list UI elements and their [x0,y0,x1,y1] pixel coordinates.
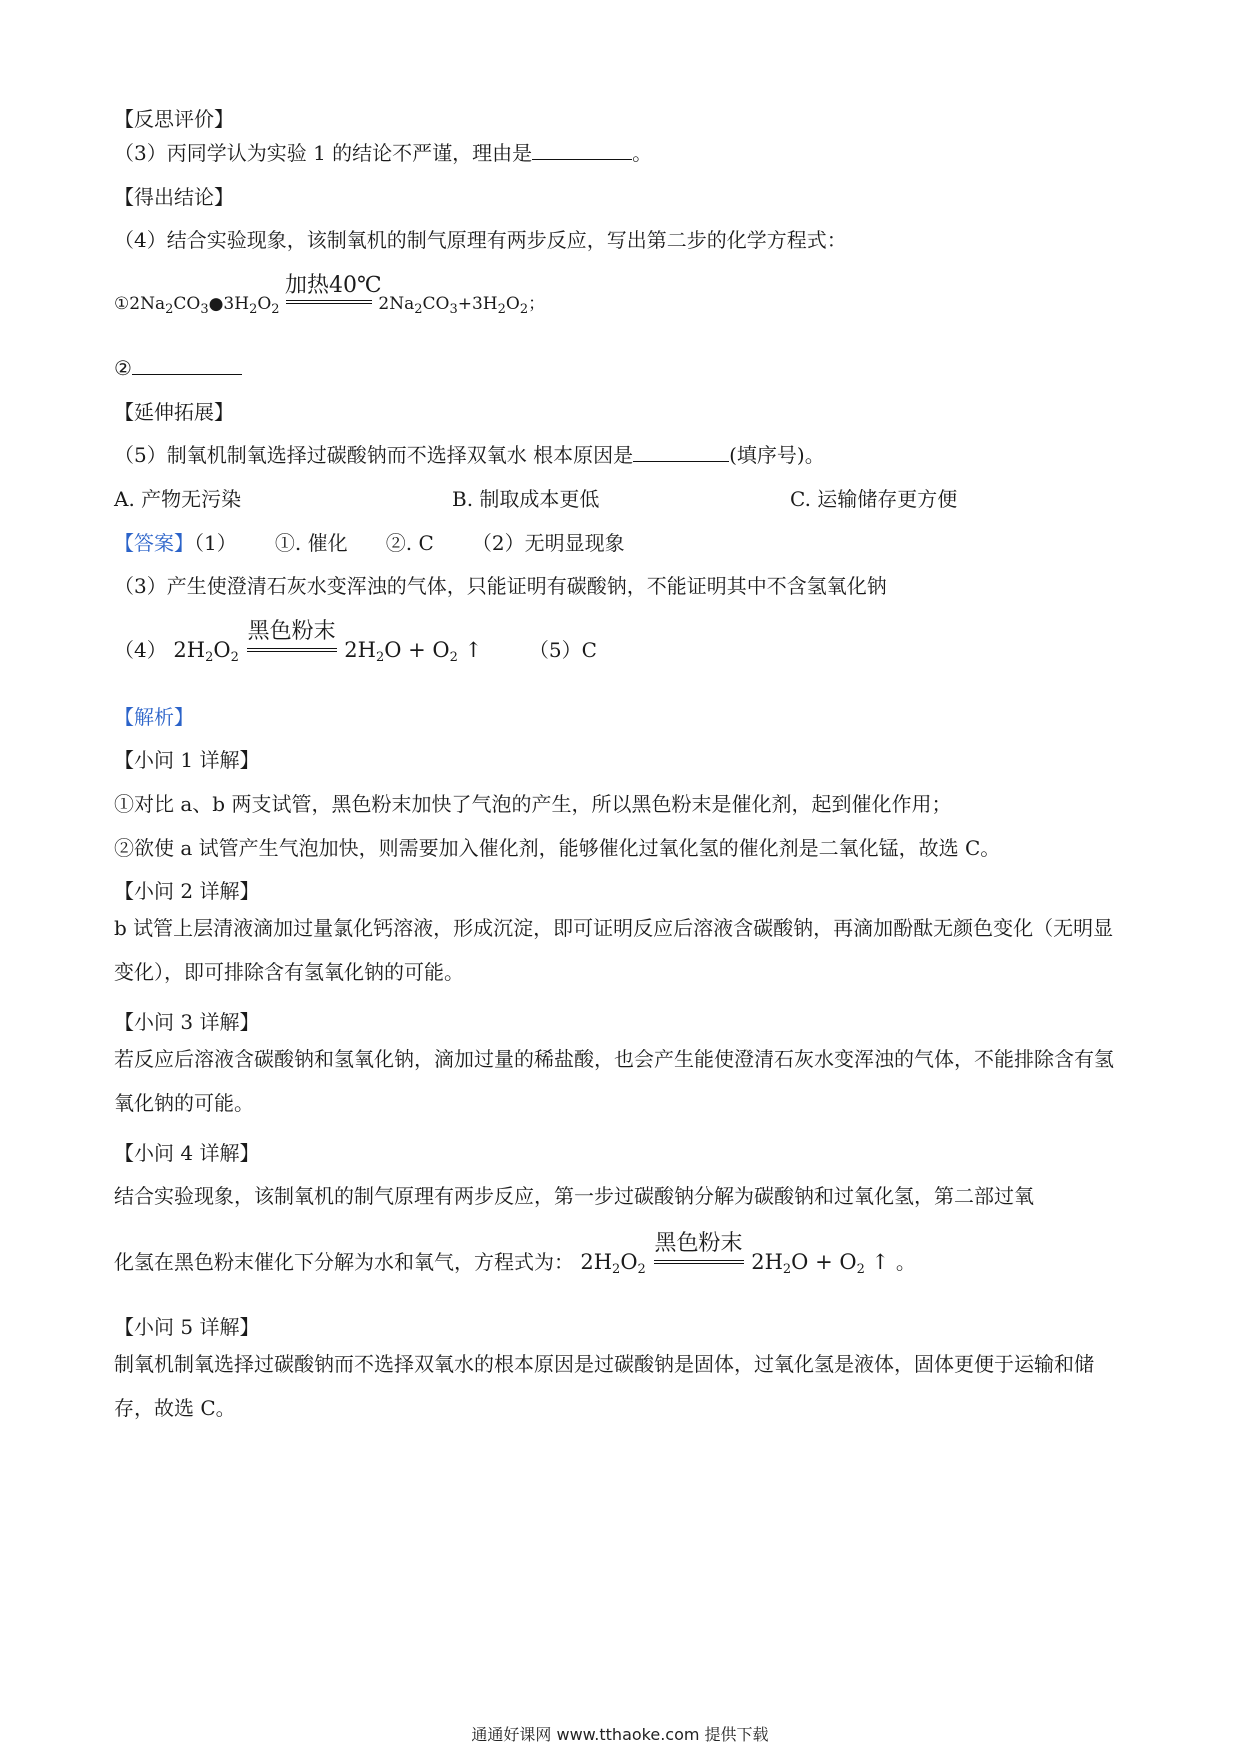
sub1-paragraph-2: ②欲使 a 试管产生气泡加快，则需要加入催化剂，能够催化过氧化氢的催化剂是二氧化锰，故选 C。 [114,836,1001,860]
q3-text: （3）丙同学认为实验 1 的结论不严谨，理由是 [114,141,533,165]
footer: 通通好课网 www.tthaoke.com 提供下载 [471,1725,769,1744]
equation-2 [114,354,242,382]
answer-line-2: （3）产生使澄清石灰水变浑浊的气体，只能证明有碳酸钠，不能证明其中不含氢氧化钠 [114,574,887,598]
q5-answer-blank[interactable] [633,441,729,462]
q4-question: （4）结合实验现象，该制氧机的制气原理有两步反应，写出第二步的化学方程式： [114,228,847,252]
sub1-paragraph-1: ①对比 a、b 两支试管，黑色粉末加快了气泡的产生，所以黑色粉末是催化剂，起到催化作用； [114,792,952,816]
q5-heading: 【延伸拓展】 [114,400,234,424]
answer-line-3: （4） $2H_2O_2$ 黑色粉末 $2H_2O + O_2$ ↑ （5）C [114,619,597,665]
sub4-heading: 【小问 4 详解】 [114,1141,260,1165]
sub5-paragraph: 制氧机制氧选择过碳酸钠而不选择双氧水的根本原因是过碳酸钠是固体，过氧化氢是液体，固体更便于运输和储存，故选 C。 [114,1352,1094,1420]
analysis-label: 【解析】 [114,705,194,729]
sub4-paragraph-1: 结合实验现象，该制氧机的制气原理有两步反应，第一步过碳酸钠分解为碳酸钠和过氧化氢，第二部过氧 [114,1184,1034,1208]
sub2-heading: 【小问 2 详解】 [114,879,260,903]
sub2-paragraph: b 试管上层清液滴加过量氯化钙溶液，形成沉淀，即可证明反应后溶液含碳酸钠，再滴加酚酞无颜色变化（无明显变化），即可排除含有氢氧化钠的可能。 [114,916,1114,984]
equation-2-number: ② [114,356,132,380]
sub1-heading: 【小问 1 详解】 [114,748,260,772]
sub3-heading: 【小问 3 详解】 [114,1010,260,1034]
q3-text-end: 。 [632,141,653,165]
equation-1-condition: 加热40℃ [285,290,373,318]
q4-heading: 【得出结论】 [114,185,234,209]
equation-1: $①2Na_2CO_3●3H_2O_2$ 加热40℃ $2Na_2CO_3+3H_2O_2$； [114,273,546,317]
equation-1-number: ① [114,294,130,314]
q3-question [114,139,652,167]
q3-heading: 【反思评价】 [114,107,234,131]
answer-line-1: 【答案】（1） ①. 催化 ②. C （2）无明显现象 [114,531,625,555]
q5-option-b: B. 制取成本更低 [452,487,600,511]
q5-question: （5）制氧机制氧选择过碳酸钠而不选择双氧水 根本原因是 (填序号)。 [114,443,825,467]
answer-label: 【答案】 [114,531,194,555]
equation-2-blank[interactable] [132,354,242,375]
q5-option-c: C. 运输储存更方便 [790,487,958,511]
sub4-paragraph-2: 化氢在黑色粉末催化下分解为水和氧气，方程式为： $2H_2O_2$ 黑色粉末 $2H_2O + O_2$ ↑ 。 [114,1231,916,1277]
q3-answer-blank[interactable] [532,139,632,160]
sub5-heading: 【小问 5 详解】 [114,1315,260,1339]
q5-option-a: A. 产物无污染 [114,487,242,511]
sub4-eq-condition: 黑色粉末 [653,1248,745,1276]
answer-eq-condition: 黑色粉末 [246,636,338,664]
sub3-paragraph: 若反应后溶液含碳酸钠和氢氧化钠，滴加过量的稀盐酸，也会产生能使澄清石灰水变浑浊的气体，不能排除含有氢氧化钠的可能。 [114,1047,1114,1115]
